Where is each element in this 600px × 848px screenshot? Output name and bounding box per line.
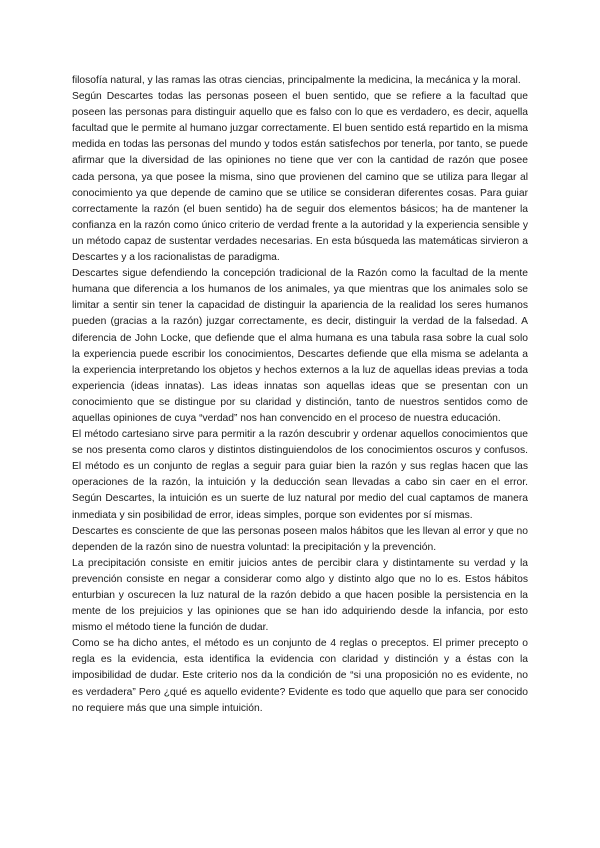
paragraph: Según Descartes todas las personas poseen el buen sentido, que se refiere a la facultad que poseen las personas para distinguir aquello que es falso con lo que es verdadero, es decir, aquella facultad que le permite al humano juzgar correctamente. El buen sentido está repartido en la misma medida en todas las personas del mundo y todos están satisfechos por tenerla, por tanto, se puede afirmar que la diversidad de las opiniones no tiene que ver con la cantidad de razón que posee cada persona, ya que posee la misma, sino que provienen del camino que se utiliza para llegar al conocimiento ya que depende de camino que se utilice se consideran diferentes cosas. Para guiar correctamente la razón (el buen sentido) ha de seguir dos elementos básicos; ha de mantener la confianza en la razón como único criterio de verdad frente a la autoridad y la experiencia sensible y un método capaz de sustentar verdades necesarias. En esta búsqueda las matemáticas sirvieron a Descartes y a los racionalistas de paradigma. — [72, 91, 528, 264]
paragraph: El método cartesiano sirve para permitir a la razón descubrir y ordenar aquellos conocimientos que se nos presenta como claros y distintos distinguiendolos de los conocimientos oscuros y confusos. El método es un conjunto de reglas a seguir para guiar bien la razón y sus reglas hacen que las operaciones de la razón, la intuición y la deducción sean llevadas a cabo sin caer en el error. Según Descartes, la intuición es un suerte de luz natural por medio del cual captamos de manera inmediata y sin posibilidad de error, ideas simples, porque son evidentes por sí mismas. — [72, 429, 528, 521]
paragraph: filosofía natural, y las ramas las otras ciencias, principalmente la medicina, la mecánica y la moral. — [72, 75, 521, 86]
paragraph: La precipitación consiste en emitir juicios antes de percibir clara y distintamente su verdad y la prevención consiste en negar a considerar como algo y distinto algo que no lo es. Estos hábitos enturbian y oscurecen la luz natural de la razón debido a que hacen posible la persistencia en la mente de los prejuicios y las opiniones que se han ido adquiriendo desde la infancia, por esto mismo el método tiene la función de dudar. — [72, 557, 528, 634]
paragraph: Como se ha dicho antes, el método es un conjunto de 4 reglas o preceptos. El primer precepto o regla es la evidencia, esta identifica la evidencia con claridad y distinción y a éstas con la imposibilidad de dudar. Este criterio nos da la condición de “si una proposición no es evidente, no es verdadera” Pero ¿qué es aquello evidente? Evidente es todo que aquello que para ser conocido no requiere más que una simple intuición. — [72, 638, 528, 714]
document-page — [72, 73, 528, 717]
paragraph: Descartes sigue defendiendo la concepción tradicional de la Razón como la facultad de la mente humana que diferencia a los humanos de los animales, ya que mientras que los animales solo se limitar a sentir sin tener la capacidad de distinguir la apariencia de la realidad los seres humanos pueden (gracias a la razón) juzgar correctamente, es decir, distinguir la verdad de la falsedad. A diferencia de John Locke, que defiende que el alma humana es una tabula rasa sobre la cual solo la experiencia puede escribir los conocimientos, Descartes defiende que ella misma se adelanta a la experiencia interpretando los objetos y hechos externos a la luz de aquellas ideas previas a toda experiencia (ideas innatas). Las ideas innatas son aquellas ideas que se presentan con un conocimiento que se distingue por su claridad y distinción, tanto de nuestros sentidos como de aquellas opiniones de cuya “verdad” nos han convencido en el proceso de nuestra educación. — [72, 268, 528, 424]
paragraph: Descartes es consciente de que las personas poseen malos hábitos que les llevan al error y que no dependen de la razón sino de nuestra voluntad: la precipitación y la prevención. — [72, 525, 528, 553]
